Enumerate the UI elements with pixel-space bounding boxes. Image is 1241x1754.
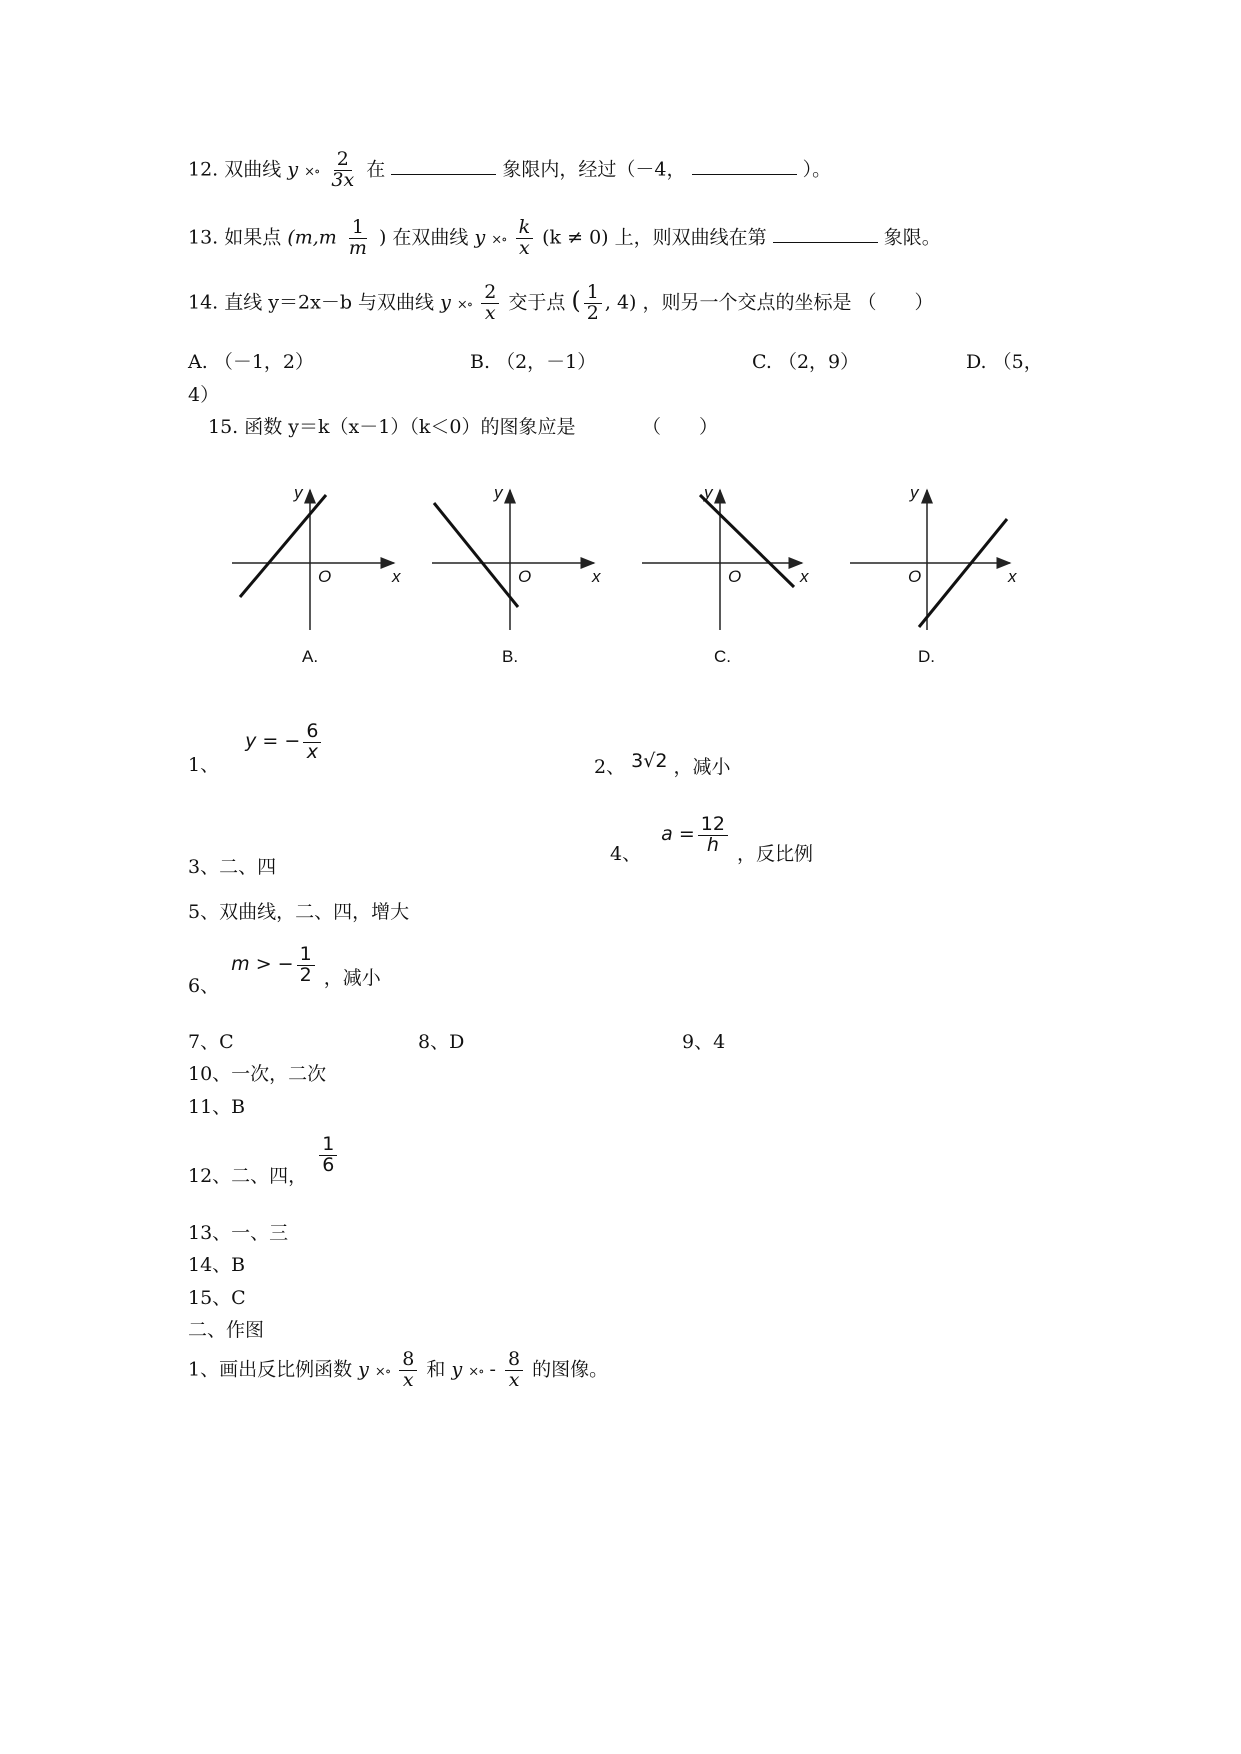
q13-fraction (346, 218, 370, 259)
answer-1-fraction (303, 722, 321, 763)
question-13 (188, 218, 941, 259)
question-15: 15. 函数 y＝k（x－1）（k＜0）的图象应是 （ ） (208, 416, 718, 438)
graph-c (642, 490, 802, 630)
q14-prefix: 直线 y＝2x－b 与双曲线 (224, 291, 435, 314)
q12-frac-num: 2 (334, 150, 352, 171)
q14-after: ，则另一个交点的坐标是 （ ） (642, 291, 934, 314)
q14-option-a (188, 347, 314, 374)
s2q1-suffix: 的图像。 (532, 1358, 609, 1381)
s2q1-y2: y (451, 1358, 463, 1381)
q13-k-fraction (516, 218, 534, 259)
answer-5: 5、双曲线，二、四，增大 (188, 901, 410, 923)
answer-1-lhs: y = − (245, 730, 301, 753)
q14-number: 14. (188, 291, 219, 314)
s2q1-f2-den: x (508, 1368, 520, 1391)
answer-6 (188, 943, 381, 998)
answer-12-frac-den: 6 (322, 1153, 335, 1176)
q13-k-num: k (516, 218, 534, 239)
answer-12-fraction (319, 1135, 337, 1176)
graph-a (232, 490, 394, 630)
q13-condition: (k ≠ 0) (542, 226, 609, 249)
answer-6-rest: ，减小 (323, 967, 381, 990)
q14-option-c-label: C. (752, 351, 772, 373)
q14-frac-num: 2 (481, 283, 499, 304)
answer-4-lhs: a = (661, 823, 695, 846)
answer-7: 7、C (188, 1031, 234, 1053)
q12-glyph: ×∘ (304, 164, 320, 180)
q12-after-blank1: 象限内，经过（－4， (502, 158, 686, 181)
q14-frac-den: x (484, 301, 496, 324)
graph-d-line (919, 519, 1007, 627)
answer-4-frac-num: 12 (698, 815, 728, 836)
q13-prefix: 如果点 (224, 226, 282, 249)
q13-blank (773, 241, 878, 243)
q13-y: y (474, 226, 486, 249)
s2q1-f1-num: 8 (399, 1350, 417, 1371)
q13-after: 上，则双曲线在第 (614, 226, 767, 249)
answer-6-num: 6、 (188, 975, 220, 998)
q12-mid: 在 (366, 158, 386, 181)
graph-c-x-label: x (800, 567, 809, 586)
q14-option-b-text: （2，－1） (496, 351, 597, 373)
graph-a-label: A. (302, 647, 319, 666)
q12-blank-2 (692, 173, 797, 175)
q14-pt-den: 2 (586, 301, 599, 324)
answer-13: 13、一、三 (188, 1222, 289, 1244)
q14-option-d-text: （5， (992, 351, 1043, 373)
q13-point-end: ) (378, 226, 387, 249)
answer-14: 14、B (188, 1254, 246, 1276)
q14-option-d (966, 347, 1043, 374)
s2q1-minus: - (489, 1358, 496, 1381)
graph-a-y-label: y (294, 483, 303, 502)
answer-3: 3、二、四 (188, 856, 277, 878)
q14-y: y (440, 291, 451, 314)
q12-fraction (328, 150, 357, 191)
graph-b-y-label: y (494, 483, 503, 502)
answer-6-frac-num: 1 (297, 945, 315, 966)
graph-b-origin: O (518, 567, 532, 586)
graph-b-x-label: x (592, 567, 601, 586)
q14-option-c (752, 347, 859, 374)
answer-4-rest: ，反比例 (736, 843, 813, 866)
s2q1-f1-den: x (402, 1368, 414, 1391)
s2q1-f2-num: 8 (505, 1350, 523, 1371)
answer-2-value: 3√2 (631, 750, 668, 772)
graph-b (432, 490, 594, 630)
s2q1-prefix: 1、画出反比例函数 (188, 1358, 353, 1381)
graph-a-origin: O (318, 567, 332, 586)
q13-number: 13. (188, 226, 219, 249)
answer-1-frac-num: 6 (303, 722, 321, 743)
question-12 (188, 150, 831, 191)
answer-12 (188, 1133, 340, 1188)
q12-number: 12. (188, 158, 219, 181)
q13-frac-den: m (348, 236, 367, 259)
q13-frac-num: 1 (349, 218, 367, 239)
answer-6-lhs: m > − (231, 953, 294, 976)
answer-6-frac-den: 2 (299, 963, 312, 986)
graph-c-y-label: y (704, 483, 713, 502)
q12-end: ）。 (802, 158, 832, 181)
s2q1-y1: y (358, 1358, 369, 1381)
graph-a-line (240, 495, 326, 597)
answer-11: 11、B (188, 1096, 246, 1118)
q12-frac-den: 3x (331, 168, 355, 191)
s2q1-fraction-1 (399, 1350, 417, 1391)
q14-mid: 交于点 (508, 291, 566, 314)
answer-12-frac-num: 1 (319, 1135, 337, 1156)
graph-b-line (434, 503, 518, 607)
graph-d-y-label: y (910, 483, 919, 502)
q14-option-b-label: B. (470, 351, 491, 373)
q13-glyph: ×∘ (491, 232, 507, 248)
graph-d-origin: O (908, 567, 922, 586)
q12-prefix: 双曲线 (224, 158, 282, 181)
q14-fraction (481, 283, 499, 324)
q14-option-a-text: （－1，2） (213, 351, 314, 373)
answer-4 (610, 813, 813, 866)
answer-6-fraction (297, 945, 315, 986)
answer-15: 15、C (188, 1287, 246, 1309)
s2q1-and: 和 (426, 1358, 446, 1381)
section-2-question-1 (188, 1350, 608, 1391)
q13-point-start: (m,m (287, 226, 337, 249)
answer-1 (188, 720, 324, 777)
q15-graphs-figure (222, 455, 1042, 680)
answer-12-text: 12、二、四， (188, 1165, 308, 1188)
answer-4-num: 4、 (610, 843, 642, 866)
section-2-heading: 二、作图 (188, 1319, 265, 1341)
answer-4-frac-den: h (706, 833, 719, 856)
answer-2-rest: ，减小 (673, 756, 731, 778)
graph-c-origin: O (728, 567, 742, 586)
q12-blank-1 (391, 173, 496, 175)
q14-paren-open: ( (571, 286, 581, 315)
graph-d-label: D. (918, 647, 935, 666)
q14-option-c-text: （2，9） (777, 351, 860, 373)
s2q1-fraction-2 (505, 1350, 523, 1391)
answer-2 (594, 752, 731, 779)
graph-c-line (700, 495, 794, 587)
q13-k-den: x (518, 236, 530, 259)
answer-1-frac-den: x (306, 740, 318, 763)
graph-d (850, 490, 1010, 630)
answer-2-num: 2、 (594, 756, 626, 778)
answer-10: 10、一次，二次 (188, 1063, 327, 1085)
answer-1-num: 1、 (188, 754, 220, 777)
graph-a-x-label: x (392, 567, 401, 586)
q12-y: y (287, 158, 299, 181)
q13-end: 象限。 (883, 226, 941, 249)
answer-9: 9、4 (682, 1031, 726, 1053)
s2q1-glyph-2: ×∘ (468, 1364, 484, 1380)
q13-mid: 在双曲线 (392, 226, 469, 249)
question-14 (188, 283, 934, 324)
q14-option-b (470, 347, 596, 374)
answer-4-fraction (698, 815, 728, 856)
q14-option-d-label: D. (966, 351, 987, 373)
q14-glyph: ×∘ (456, 297, 473, 313)
graph-b-label: B. (502, 647, 519, 666)
answer-8: 8、D (418, 1031, 465, 1053)
s2q1-glyph-1: ×∘ (374, 1364, 391, 1380)
q14-pt-rest: , 4) (604, 291, 637, 314)
graph-d-x-label: x (1008, 567, 1017, 586)
graph-c-label: C. (714, 647, 731, 666)
q14-point-fraction (584, 283, 602, 324)
q14-option-a-label: A. (188, 351, 208, 373)
q14-option-d-wrap: 4） (188, 384, 220, 406)
q14-pt-num: 1 (584, 283, 602, 304)
